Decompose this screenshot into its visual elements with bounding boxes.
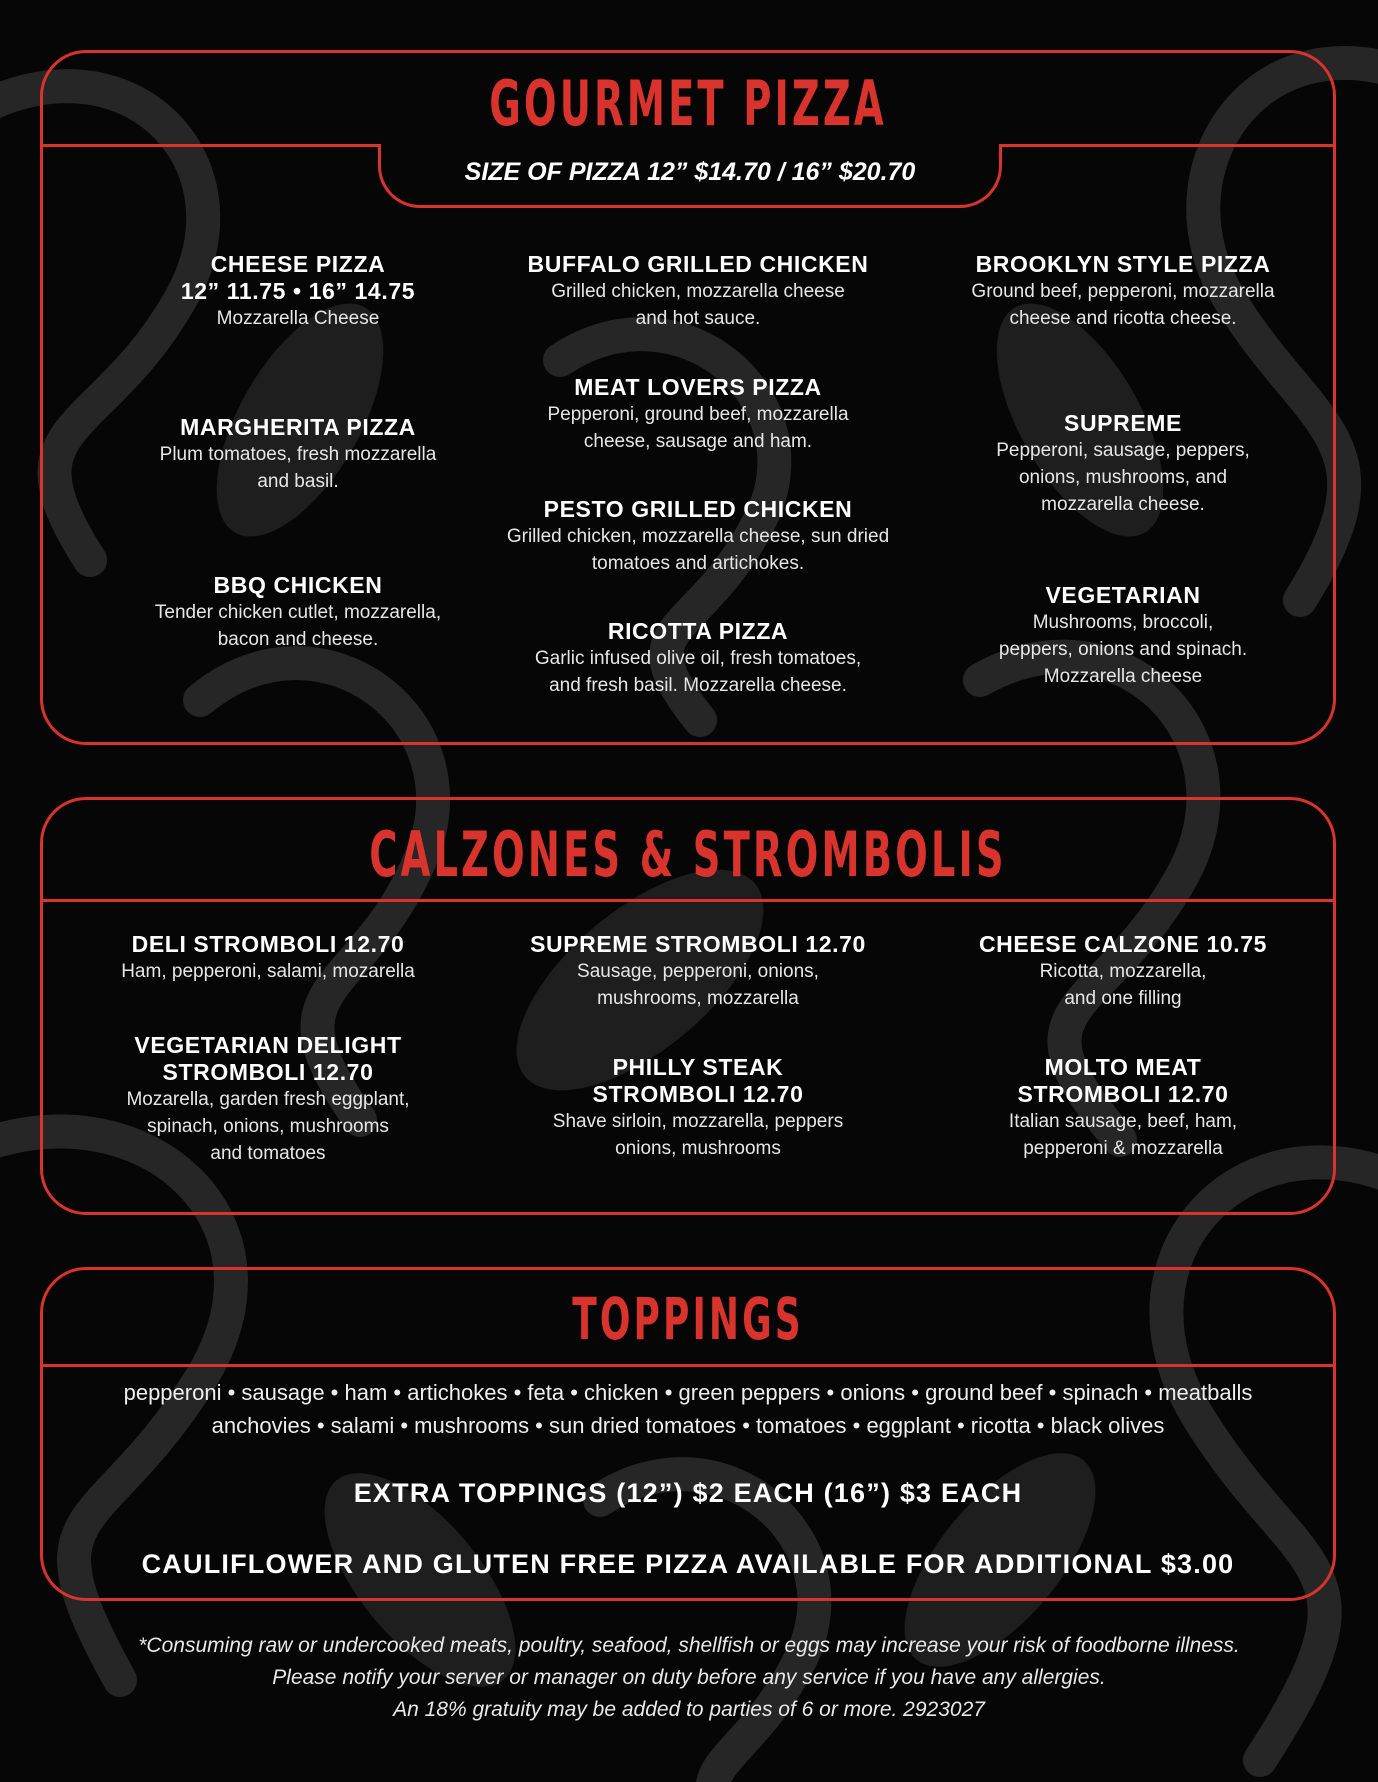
item-description: Grilled chicken, mozzarella cheese: [551, 281, 845, 302]
item-description: Ham, pepperoni, salami, mozarella: [121, 961, 415, 982]
item-name: BROOKLYN STYLE PIZZA: [975, 251, 1271, 277]
item-description: spinach, onions, mushrooms: [147, 1116, 389, 1137]
menu-item-ricotta-pizza: [488, 618, 908, 699]
item-description: Tender chicken cutlet, mozzarella,: [154, 602, 442, 623]
menu-item-meat-lovers-pizza: [488, 374, 908, 455]
item-name: VEGETARIAN DELIGHT: [134, 1032, 402, 1058]
item-name: CHEESE CALZONE 10.75: [978, 931, 1268, 957]
food-safety-disclaimer: *Consuming raw or undercooked meats, poultry, seafood, shellfish or eggs may increase your risk of foodborne illness.: [138, 1634, 1240, 1657]
item-description: Shave sirloin, mozzarella, peppers: [552, 1111, 844, 1132]
gratuity-notice: An 18% gratuity may be added to parties of 6 or more. 2923027: [393, 1698, 985, 1721]
item-description: Ricotta, mozzarella,: [1039, 961, 1207, 982]
menu-item-vegetarian-delight-stromboli: [73, 1032, 463, 1167]
item-description: Mozzarella cheese: [1043, 666, 1203, 687]
item-description: cheese and ricotta cheese.: [1009, 308, 1237, 329]
menu-item-bbq-chicken: [108, 572, 488, 653]
divider: [43, 1364, 1333, 1367]
item-description: mozzarella cheese.: [1041, 494, 1205, 515]
allergy-notice: Please notify your server or manager on duty before any service if you have any allergies.: [272, 1666, 1106, 1689]
item-name: MOLTO MEAT: [1044, 1054, 1202, 1080]
item-price: STROMBOLI 12.70: [162, 1059, 374, 1085]
extra-toppings-price: EXTRA TOPPINGS (12”) $2 EACH (16”) $3 EACH: [353, 1478, 1023, 1508]
gourmet-pizza-title: GOURMET PIZZA: [489, 67, 887, 140]
item-price: 12” 11.75 • 16” 14.75: [180, 278, 416, 304]
toppings-title: TOPPINGS: [572, 1285, 804, 1353]
item-description: Italian sausage, beef, ham,: [1008, 1111, 1238, 1132]
item-price: STROMBOLI 12.70: [1017, 1081, 1229, 1107]
item-name: CHEESE PIZZA: [210, 251, 386, 277]
item-description: pepperoni & mozzarella: [1023, 1138, 1223, 1159]
item-name: MARGHERITA PIZZA: [180, 414, 416, 440]
item-price: STROMBOLI 12.70: [592, 1081, 804, 1107]
item-description: Ground beef, pepperoni, mozzarella: [971, 281, 1275, 302]
menu-item-deli-stromboli: [73, 931, 463, 985]
gluten-free-note: CAULIFLOWER AND GLUTEN FREE PIZZA AVAILABLE FOR ADDITIONAL $3.00: [141, 1549, 1235, 1579]
item-name: VEGETARIAN: [1045, 582, 1201, 608]
item-description: peppers, onions and spinach.: [998, 639, 1248, 660]
calzones-strombolis-section: [40, 797, 1336, 1215]
item-description: Mozzarella Cheese: [216, 308, 380, 329]
menu-item-brooklyn-style-pizza: [923, 251, 1323, 332]
divider: [43, 899, 1333, 902]
item-name: PHILLY STEAK: [612, 1054, 784, 1080]
menu-item-cheese-pizza: [108, 251, 488, 332]
item-description: Garlic infused olive oil, fresh tomatoes,: [534, 648, 862, 669]
item-description: onions, mushrooms: [615, 1138, 781, 1159]
item-description: and one filling: [1064, 988, 1182, 1009]
menu-item-pesto-grilled-chicken: [488, 496, 908, 577]
menu-item-vegetarian: [923, 582, 1323, 690]
item-description: mushrooms, mozzarella: [597, 988, 799, 1009]
item-description: Mozarella, garden fresh eggplant,: [126, 1089, 410, 1110]
item-name: BUFFALO GRILLED CHICKEN: [527, 251, 869, 277]
item-name: MEAT LOVERS PIZZA: [574, 374, 822, 400]
item-name: SUPREME: [1064, 410, 1182, 436]
item-name: BBQ CHICKEN: [213, 572, 383, 598]
item-description: cheese, sausage and ham.: [583, 431, 813, 452]
menu-item-buffalo-grilled-chicken: [488, 251, 908, 332]
item-description: onions, mushrooms, and: [1018, 467, 1228, 488]
menu-item-cheese-calzone: [923, 931, 1323, 1012]
item-description: Grilled chicken, mozzarella cheese, sun dried: [506, 526, 890, 547]
menu-item-supreme-stromboli: [488, 931, 908, 1012]
toppings-section: [40, 1267, 1336, 1601]
item-description: tomatoes and artichokes.: [591, 553, 805, 574]
item-description: bacon and cheese.: [217, 629, 379, 650]
gourmet-pizza-section: [40, 50, 1336, 745]
toppings-list-line-2: anchovies • salami • mushrooms • sun dried tomatoes • tomatoes • eggplant • ricotta • black olives: [211, 1413, 1165, 1438]
item-description: and hot sauce.: [635, 308, 761, 329]
item-description: Pepperoni, sausage, peppers,: [996, 440, 1250, 461]
item-name: DELI STROMBOLI 12.70: [131, 931, 405, 957]
item-name: SUPREME STROMBOLI 12.70: [530, 931, 866, 957]
pizza-size-price: SIZE OF PIZZA 12” $14.70 / 16” $20.70: [378, 144, 1002, 208]
calzones-strombolis-title: CALZONES & STROMBOLIS: [369, 818, 1007, 891]
menu-item-supreme: [923, 410, 1323, 518]
item-description: and basil.: [257, 471, 339, 492]
item-name: PESTO GRILLED CHICKEN: [543, 496, 853, 522]
item-description: Mushrooms, broccoli,: [1032, 612, 1214, 633]
item-description: Pepperoni, ground beef, mozzarella: [547, 404, 849, 425]
menu-item-molto-meat-stromboli: [923, 1054, 1323, 1162]
toppings-list-line-1: pepperoni • sausage • ham • artichokes • feta • chicken • green peppers • onions • ground beef • spinach • meatballs: [123, 1380, 1253, 1405]
item-description: Sausage, pepperoni, onions,: [577, 961, 819, 982]
item-description: and tomatoes: [210, 1143, 326, 1164]
menu-item-margherita-pizza: [108, 414, 488, 495]
item-description: and fresh basil. Mozzarella cheese.: [549, 675, 847, 696]
item-name: RICOTTA PIZZA: [607, 618, 789, 644]
item-description: Plum tomatoes, fresh mozzarella: [159, 444, 437, 465]
menu-item-philly-steak-stromboli: [488, 1054, 908, 1162]
